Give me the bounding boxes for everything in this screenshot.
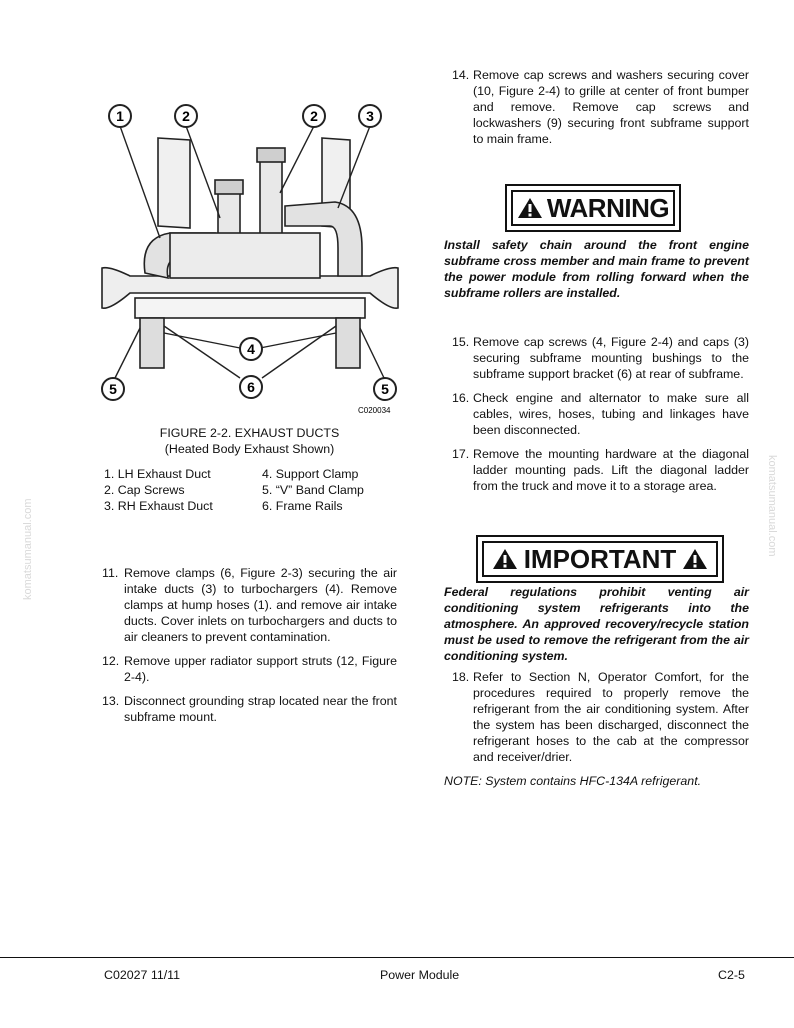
important-text: Federal regulations prohibit venting air conditioning system refrigerants into the atmosphere. An approved recovery/recycle station must be used to remove the refrigerant from the air conditioning system. — [444, 585, 749, 663]
svg-text:2: 2 — [310, 108, 318, 124]
watermark-left: komatsumanual.com — [22, 498, 34, 600]
warning-triangle-icon — [682, 547, 708, 571]
svg-text:4: 4 — [247, 341, 255, 357]
footer-section: Power Module — [380, 968, 460, 982]
svg-text:1: 1 — [116, 108, 124, 124]
svg-text:5: 5 — [109, 381, 117, 397]
step-13: 13. Disconnect grounding strap located near the front subframe mount. — [102, 694, 397, 724]
important-text-block — [444, 584, 749, 664]
figure-subtitle: (Heated Body Exhaust Shown) — [164, 442, 335, 456]
svg-text:6: 6 — [247, 379, 255, 395]
legend-item: 6. Frame Rails — [262, 499, 343, 513]
legend-item: 2. Cap Screws — [104, 483, 185, 497]
step-18: 18. Refer to Section N, Operator Comfort, for the procedures required to properly remove the refrigerant from the air conditioning system. After the system has been discharged, disconnect the refrigerant hoses to the cab at the compressor and receiver/drier. — [452, 670, 749, 764]
warning-label: WARNING — [546, 192, 670, 223]
step-15: 15. Remove cap screws (4, Figure 2-4) and caps (3) securing subframe mounting bushings to the subframe support bracket (6) at rear of subframe. — [452, 335, 749, 381]
warning-triangle-icon — [517, 196, 543, 220]
svg-text:2: 2 — [182, 108, 190, 124]
callout-3 — [359, 105, 381, 127]
callout-1 — [109, 105, 131, 127]
step-14: 14. Remove cap screws and washers securing cover (10, Figure 2-4) to grille at center of front bumper and remove. Remove cap screws and lockwashers (9) securing front subframe support to main frame. — [452, 68, 749, 146]
svg-text:3: 3 — [366, 108, 374, 124]
callout-5-right — [374, 378, 396, 400]
svg-text:5: 5 — [381, 381, 389, 397]
left-steps — [102, 565, 397, 725]
important-label: IMPORTANT — [523, 543, 677, 574]
warning-banner — [505, 184, 681, 232]
footer-page-number: C2-5 — [718, 968, 745, 982]
callout-5-left — [102, 378, 124, 400]
figure-title: FIGURE 2-2. EXHAUST DUCTS — [159, 426, 340, 440]
right-steps-b — [444, 334, 749, 494]
right-steps-c — [444, 669, 749, 789]
note-text: NOTE: System contains HFC-134A refrigerant. — [444, 774, 702, 788]
legend-item: 3. RH Exhaust Duct — [104, 499, 213, 513]
step-16: 16. Check engine and alternator to make sure all cables, wires, hoses, tubing and linkages have been disconnected. — [452, 391, 749, 437]
warning-text: Install safety chain around the front engine subframe cross member and main frame to prevent the power module from rolling forward when the subframe rollers are installed. — [444, 238, 749, 300]
legend-item: 1. LH Exhaust Duct — [104, 467, 211, 481]
warning-text-block — [444, 237, 749, 301]
right-steps-a — [444, 67, 749, 147]
footer-divider — [0, 957, 794, 958]
callout-2-right — [303, 105, 325, 127]
warning-triangle-icon — [492, 547, 518, 571]
legend-item: 4. Support Clamp — [262, 467, 359, 481]
callout-2-left — [175, 105, 197, 127]
legend-item: 5. “V” Band Clamp — [262, 483, 364, 497]
exhaust-ducts-figure — [100, 98, 400, 418]
callout-4 — [240, 338, 262, 360]
figure-legend — [104, 466, 404, 514]
footer-doc-id: C02027 11/11 — [104, 968, 181, 982]
figure-code: C020034 — [358, 406, 391, 415]
step-11: 11. Remove clamps (6, Figure 2-3) securing the air intake ducts (3) to turbochargers (4). Remove clamps at hump hoses (1). and remove air intake ducts. Cover inlets on turbochargers and ducts to air cleaners to prevent contamination. — [102, 566, 397, 644]
step-17: 17. Remove the mounting hardware at the diagonal ladder mounting pads. Lift the diagonal ladder from the truck and move it to a storage area. — [452, 447, 749, 493]
callout-6 — [240, 376, 262, 398]
watermark-right: komatsumanual.com — [766, 455, 778, 557]
important-banner — [476, 535, 724, 583]
step-12: 12. Remove upper radiator support struts (12, Figure 2-4). — [102, 654, 397, 684]
